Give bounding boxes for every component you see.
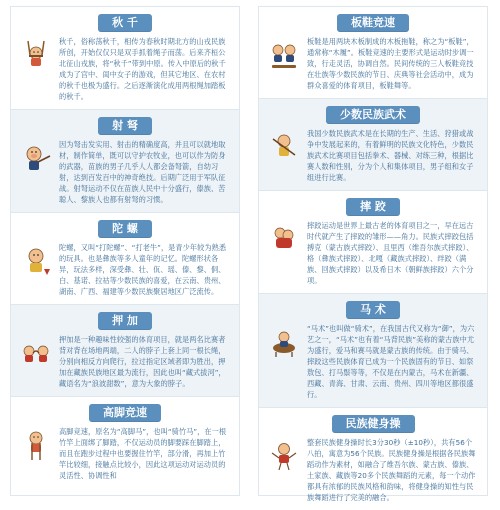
section-title: 秋 千 <box>98 14 152 32</box>
pig-archer-figure-icon <box>19 141 53 175</box>
pig-top-figure-icon <box>19 244 53 278</box>
pig-wrestling-figure-icon <box>267 222 301 256</box>
section-top <box>11 213 239 304</box>
section-title: 少数民族武术 <box>326 106 420 124</box>
section-ethnic-aerobics <box>259 408 487 510</box>
section-stilts <box>11 397 239 488</box>
section-text: 高脚竞速，原名为“高脚马”，也叫“骑竹马”，在一根竹竿上面绑了脚踏，不仅运动员的脚要踩在脚踏上，而且在跑步过程中也要握住竹竿，部分滑，再加上竹竿比较细，接触点比较小，因此这项运动对运动员的灵活性、协调性和 <box>59 427 227 480</box>
section-title: 押 加 <box>98 312 152 330</box>
section-title: 射 弩 <box>98 117 152 135</box>
section-text: 我国少数民族武术是在长期的生产、生活、狩猎或战争中发展起来的，有着鲜明的民族文化特色，少数民族武术比赛项目包括拳术、器械、对练三种，根据比赛人数和性别，分为个人和集体项目，男子组和女子组进行比赛。 <box>307 129 474 182</box>
section-title: 高脚竞速 <box>89 404 161 422</box>
section-title: 马 术 <box>346 301 400 319</box>
section-title: 民族健身操 <box>332 415 415 433</box>
section-text: 整套民族健身操时长3分30秒（±10秒），共有56个八拍，寓意为56个民族。民族健身操是根据各民族舞蹈动作为素材，如融合了维吾尔族、蒙古族、傣族、土家族、藏族等20多个民族舞蹈的元素，每一个动作都具有浓郁的民族风格和韵味，将健身操的知性与民族舞蹈进行了完美的融合。 <box>307 438 476 502</box>
section-board-shoes <box>259 7 487 98</box>
section-wrestling <box>259 191 487 293</box>
section-title: 板鞋竞速 <box>337 14 409 32</box>
pig-swing-figure-icon <box>19 38 53 72</box>
section-title: 摔 跤 <box>346 198 400 216</box>
pig-stilts-figure-icon <box>19 428 53 462</box>
section-martial-arts <box>259 99 487 190</box>
section-text: “马术”也叫做“骑术”，在我国古代又称为“御”，为六艺之一，“马术”也有着“马背民族”美称的蒙古族中尤为盛行，爱马和赛马就是蒙古族的传统。由于骑马、摔跤这些民族体育已成为一个民族固有的节日、如祭敖包、打马鬃等等，不仅是在内蒙古，马术在新疆、西藏、青海、甘肃、云南、贵州、四川等地区都很盛行。 <box>307 324 475 399</box>
section-swing <box>11 7 239 109</box>
left-column <box>10 6 240 496</box>
section-text: 秋千，俗称荡秋千，相传为春秋时期北方的山戎民族所创，开始仅仅只是双手抓着绳子而荡。后来齐桓公北征山戎族，将“秋千”带到中原。传入中原后的秋千成为了宫中、闺中女子的游戏，但其它地区、在农村的秋千也极为盛行。之后逐渐演化成用两根绳加踏板的秋千。 <box>59 37 226 101</box>
pig-tug-figure-icon <box>19 336 53 370</box>
right-column <box>258 6 488 502</box>
pig-board-shoes-figure-icon <box>267 38 301 72</box>
section-tug <box>11 305 239 396</box>
pig-dance-figure-icon <box>267 439 301 473</box>
section-text: 摔跤运动是世界上最古老的体育项目之一，早在远古时代就产生了摔跤的雏形——角力。民族式摔跤包括搏克（蒙古族式摔跤）、且里西（维吾尔族式摔跤）、格（彝族式摔跤）、北嘎（藏族式摔跤）、绊跤（满族、回族式摔跤）以及希日木（朝鲜族摔跤）六个分项。 <box>307 221 474 285</box>
pig-martial-arts-figure-icon <box>267 130 301 164</box>
section-title: 陀 螺 <box>98 220 152 238</box>
pig-horse-rider-figure-icon <box>267 325 301 359</box>
section-text: 因为弩击发实用、射击的精确度高，并且可以就地取材，制作简单，既可以守护农牧业，也可以作为防身的武器，苗族的男子几乎人人都会备弩箭，自幼习射，达到百发百中的神奇绝技。后期广泛用于军队征战。射弩运动不仅在苗族人民中十分盛行，傣族、苦聪人、黎族人也都有射弩的习惯。 <box>59 140 226 204</box>
section-text: 陀螺，又叫“打陀螺”、“打老牛”，是青少年较为熟悉的玩具。也是彝族等多人童年的记忆。陀螺形状各异，玩法多样，深受彝、壮、佤、瑶、傣、黎、侗、白、基诺、拉祜等少数民族的喜爱，在云南、贵州、湖南、广西、福建等少数民族聚居地区广泛流传。 <box>59 243 227 296</box>
section-text: 押加是一种趣味性较强的体育项目，就是两名比赛者背对背在场地两端，二人的脖子上套上同一根长绳，分别向相反方向爬行，拉过指定区域者即为胜出，押加在藏族民族地区最为流行，因此也叫“藏式拔河”，藏语名为“浪波甜数”，意为大象的脖子。 <box>59 335 226 388</box>
section-text: 板鞋是用两块木板制成的木板拖鞋，称之为“板鞋”，通常称“木履”。板鞋竞速的主要形式是运动时步调一致，行走灵活，协调自然。民间传统的三人板鞋竞技在壮族等少数民族的节日、庆典等社会活动中，成为群众喜爱的体育项目，板鞋舞等。 <box>307 37 474 90</box>
section-crossbow <box>11 110 239 212</box>
section-equestrian <box>259 294 487 407</box>
